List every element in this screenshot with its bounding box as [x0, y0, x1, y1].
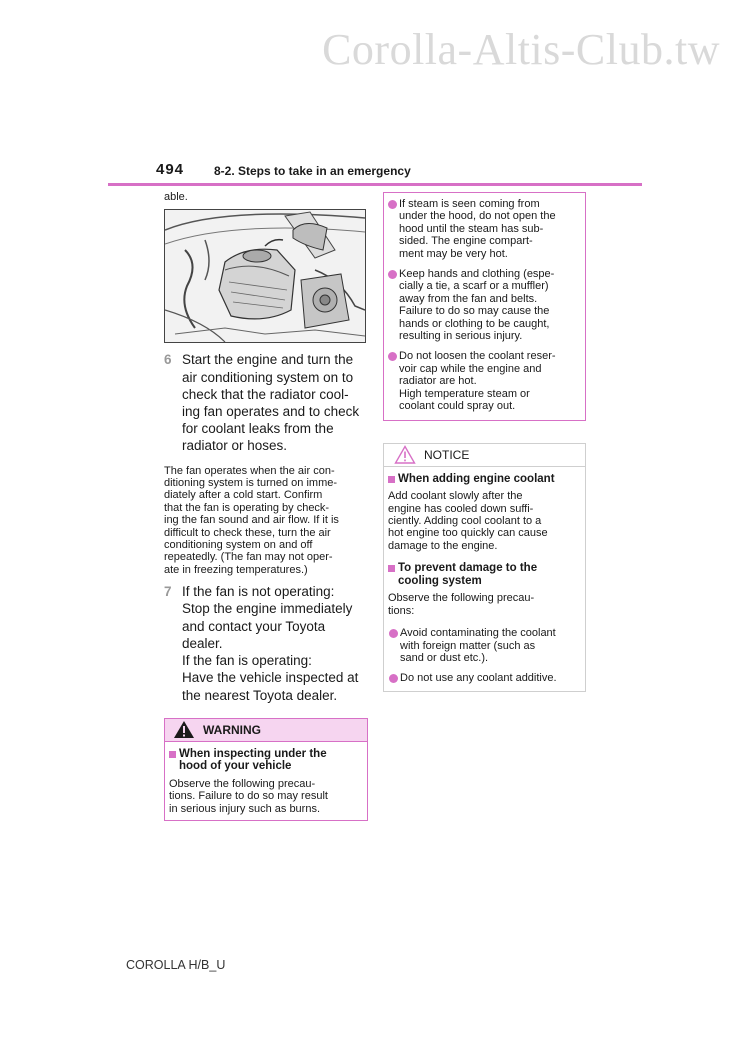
fan-note [164, 465, 368, 577]
notice-body [384, 467, 585, 691]
notice-subheading [388, 473, 581, 486]
step-line: If the fan is operating: [182, 653, 312, 669]
warning-line: in serious injury such as burns. [169, 802, 321, 815]
bullet-line: coolant could spray out. [399, 400, 516, 413]
bullet-line: High temperature steam or [399, 387, 530, 400]
note-line: diately after a cold start. Confirm [164, 489, 323, 502]
engine-bay-illustration [164, 209, 366, 343]
subheading-line: When adding engine coolant [398, 472, 555, 485]
note-line: The fan operates when the air con- [164, 464, 335, 477]
notice-text [388, 592, 581, 617]
bullet-line: sided. The engine compart- [399, 235, 533, 248]
notice-header [384, 444, 585, 467]
warning-continued-box [383, 192, 586, 421]
right-column [383, 192, 586, 692]
notice-line: Add coolant slowly after the [388, 490, 523, 503]
square-bullet-icon [169, 751, 176, 758]
footer-model-code: COROLLA H/B_U [126, 958, 226, 972]
notice-line: ciently. Adding cool coolant to a [388, 514, 542, 527]
subheading-line: When inspecting under the [179, 747, 327, 760]
notice-label: NOTICE [424, 447, 470, 462]
note-line: difficult to check these, turn the air [164, 526, 331, 539]
bullet-line: Keep hands and clothing (espe- [399, 268, 555, 281]
step-line: and contact your Toyota [182, 618, 326, 634]
notice-text [388, 490, 581, 552]
bullet-line: radiator are hot. [399, 375, 477, 388]
warning-triangle-icon [173, 720, 197, 740]
step-number: 7 [164, 584, 172, 600]
notice-line: Observe the following precau- [388, 592, 535, 605]
list-item [388, 672, 581, 684]
warning-line: Observe the following precau- [169, 777, 316, 790]
notice-line: damage to the engine. [388, 539, 498, 552]
bullet-line: sand or dust etc.). [400, 651, 489, 664]
note-line: ing the fan sound and air flow. If it is [164, 514, 339, 527]
bullet-line: Avoid contaminating the coolant [400, 627, 556, 640]
step-line: the nearest Toyota dealer. [182, 687, 338, 703]
bullet-line: with foreign matter (such as [400, 639, 536, 652]
header-rule [108, 183, 642, 186]
warning-line: tions. Failure to do so may result [169, 790, 328, 803]
bullet-dot-icon [389, 629, 398, 638]
note-line: repeatedly. (The fan may not oper- [164, 551, 333, 564]
note-line: conditioning system on and off [164, 539, 313, 552]
notice-line: engine has cooled down suffi- [388, 502, 534, 515]
bullet-dot-icon [388, 352, 397, 361]
list-item [387, 350, 579, 412]
note-line: ate in freezing temperatures.) [164, 563, 308, 576]
list-item [387, 268, 579, 342]
continued-text: able. [164, 191, 188, 203]
square-bullet-icon [388, 476, 395, 483]
note-line: that the fan is operating by check- [164, 501, 330, 514]
notice-line: tions: [388, 604, 415, 617]
bullet-line: ment may be very hot. [399, 247, 508, 260]
warning-header [165, 719, 367, 742]
warning-label: WARNING [203, 722, 261, 737]
notice-subheading [388, 562, 581, 587]
bullet-line: under the hood, do not open the [399, 210, 556, 223]
step-line: Start the engine and turn the [182, 352, 354, 368]
step-line: air conditioning system on to [182, 369, 354, 385]
page-number: 494 [156, 161, 185, 178]
bullet-line: If steam is seen coming from [399, 198, 540, 210]
section-title: 8-2. Steps to take in an emergency [214, 164, 411, 178]
list-item [387, 198, 579, 260]
bullet-dot-icon [388, 200, 397, 209]
warning-subheading [169, 748, 363, 773]
bullet-line: voir cap while the engine and [399, 362, 542, 375]
list-item [388, 627, 581, 664]
step-7 [164, 583, 368, 703]
step-number: 6 [164, 352, 172, 368]
subheading-line: To prevent damage to the [398, 562, 538, 575]
step-line: radiator or hoses. [182, 438, 288, 454]
subheading-line: cooling system [398, 574, 482, 587]
left-column [164, 191, 368, 821]
warning-box [164, 718, 368, 821]
bullet-line: away from the fan and belts. [399, 292, 538, 305]
step-line: Have the vehicle inspected at [182, 670, 359, 686]
caution-triangle-icon [394, 445, 418, 465]
step-line: for coolant leaks from the [182, 421, 334, 437]
step-line: ing fan operates and to check [182, 404, 360, 420]
bullet-line: Do not loosen the coolant reser- [399, 350, 556, 363]
bullet-line: Failure to do so may cause the [399, 305, 550, 318]
subheading-line: hood of your vehicle [179, 760, 292, 773]
step-line: If the fan is not operating: [182, 584, 335, 600]
notice-line: hot engine too quickly can cause [388, 527, 548, 540]
watermark: Corolla-Altis-Club.tw [322, 25, 720, 74]
step-6 [164, 351, 368, 454]
note-line: ditioning system is turned on imme- [164, 477, 338, 490]
bullet-dot-icon [388, 270, 397, 279]
bullet-line: resulting in serious injury. [399, 330, 523, 343]
step-line: dealer. [182, 635, 223, 651]
bullet-dot-icon [389, 674, 398, 683]
square-bullet-icon [388, 565, 395, 572]
step-line: check that the radiator cool- [182, 386, 349, 402]
warning-body [165, 742, 367, 820]
page-header [108, 158, 642, 186]
warning-text [169, 778, 363, 815]
bullet-line: Do not use any coolant additive. [400, 672, 557, 685]
bullet-line: cially a tie, a scarf or a muffler) [399, 280, 549, 293]
bullet-line: hood until the steam has sub- [399, 222, 544, 235]
step-line: Stop the engine immediately [182, 601, 353, 617]
notice-box [383, 443, 586, 692]
bullet-line: hands or clothing to be caught, [399, 317, 550, 330]
